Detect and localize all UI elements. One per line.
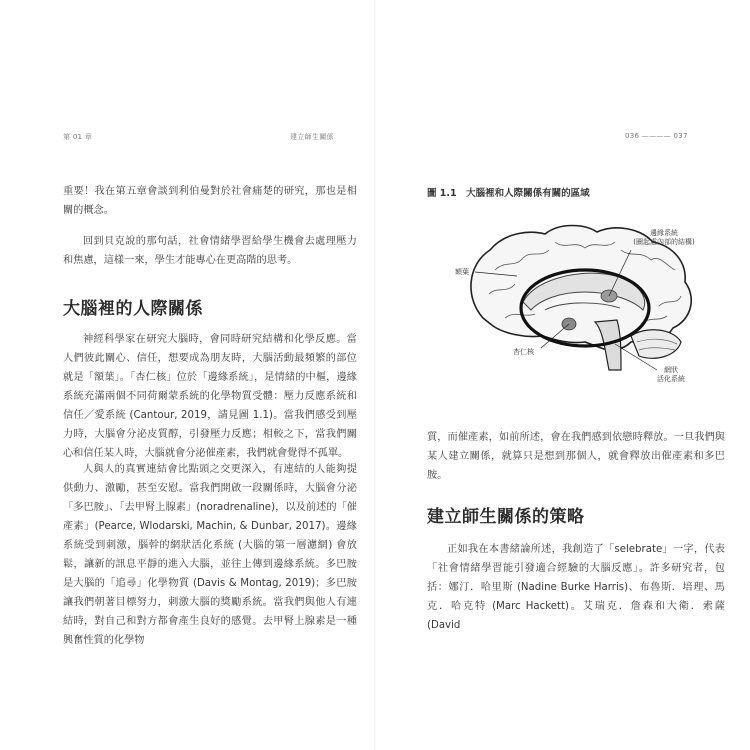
paragraph-3: 神經科學家在研究大腦時，會同時研究結構和化學反應。當人們彼此關心、信任，想要成為朋友時，大腦活動最頻繁的部位就是「額葉」。「杏仁核」位於「邊緣系統」，是情緒的中樞，邊緣系統充滿兩個不同荷爾蒙系統的化學物質受體：壓力反應系統和信任／愛系統 (Cantour, 2019，請見圖 1.1)。當我們感受到壓力時，大腦會分泌皮質醇，引發壓力反應；相較之下，當我們關心和信任某人時，大腦就會分泌催產素，我們就會覺得不孤單。 xyxy=(63,334,357,459)
label-frontal-lobe: 額葉 xyxy=(455,268,469,276)
section-heading: 大腦裡的人際關係 xyxy=(63,299,203,319)
page-numbers: 036 ———— 037 xyxy=(625,132,688,140)
paragraph-2: 回到貝克說的那句話，社會情緒學習給學生機會去處理壓力和焦慮，這樣一來，學生才能專心在更高階的思考。 xyxy=(63,236,357,266)
cerebellum xyxy=(631,330,681,359)
label-limbic-system xyxy=(619,229,709,247)
paragraph-1: 重要！我在第五章會談到利伯曼對於社會痛楚的研究，那也是相關的概念。 xyxy=(63,186,357,216)
paragraph-4: 人與人的真實連結會比點頭之交更深入，有連結的人能夠提供動力、激勵，甚至安慰。當我們開啟一段關係時，大腦會分泌「多巴胺」、「去甲腎上腺素」(noradrenaline)，以及前述的「催產素」(Pearce, Wlodarski, Machin, & Dunbar, 2017)。邊緣系統受到刺激，腦幹的網狀活化系統 (大腦的第一層濾網) 會放鬆，讓新的訊息平靜的進入大腦，並往上傳到邊緣系統。多巴胺是大腦的「追尋」化學物質 (Davis & Montag, 2019)；多巴胺讓我們朝著目標努力，刺激大腦的獎勵系統。當我們與他人有連結時，對自己和對方都會產生良好的感覺。去甲腎上腺素是一種興奮性質的化學物 xyxy=(63,464,357,646)
label-limbic-text: 邊緣系統 (圈起處內部的結構) xyxy=(633,229,695,246)
right-page xyxy=(375,0,750,750)
figure-caption: 圖 1.1 大腦裡和人際關係有關的區域 xyxy=(427,188,590,199)
label-reticular-activating-system: 網狀 活化系統 xyxy=(657,366,685,383)
label-amygdala: 杏仁核 xyxy=(513,348,534,356)
paragraph-right-1: 質，而催產素，如前所述，會在我們感到依戀時釋放。一旦我們與某人建立關係，就算只是想到那個人，就會釋放出催產素和多巴胺。 xyxy=(427,432,725,481)
running-header-chapter: 第 01 章 xyxy=(63,133,93,141)
running-header-title: 建立師生關係 xyxy=(290,133,334,141)
paragraph-right-2: 正如我在本書緒論所述，我創造了「selebrate」一字，代表「社會情緒學習能引發適合經驗的大腦反應」。許多研究者，包括：娜汀．哈里斯 (Nadine Burke Harris)、布魯斯．培理、馬克．哈克特 (Marc Hackett)。艾瑞克．詹森和大衛．索薩 (David xyxy=(427,544,725,631)
section-heading-right: 建立師生關係的策略 xyxy=(427,507,585,527)
